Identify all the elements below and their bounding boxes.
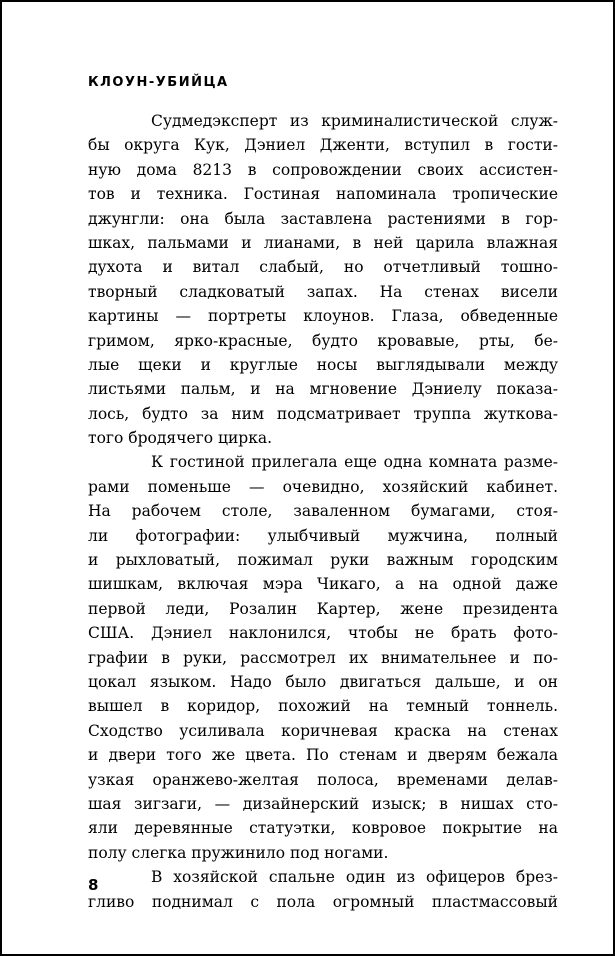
text-line: гримом, ярко-красные, будто кровавые, рты, бе- — [88, 331, 558, 350]
text-line: Сходство усиливала коричневая краска на стенах — [88, 721, 558, 740]
text-line: графии в руки, рассмотрел их внимательнее и по- — [88, 648, 558, 667]
text-line: джунгли: она была заставлена растениями в гор- — [88, 209, 558, 228]
text-line: того бродячего цирка. — [88, 429, 273, 448]
text-line: К гостиной прилегала еще одна комната разме- — [151, 453, 558, 472]
text-line: и рыхловатый, пожимал руки важным городским — [88, 551, 558, 570]
text-line: шая зигзаги, — дизайнерский изыск; в нишах сто- — [88, 794, 558, 813]
text-line: гливо поднимал с пола огромный пластмассовый — [88, 892, 558, 911]
text-line: шишкам, включая мэра Чикаго, а на одной даже — [88, 575, 558, 594]
text-line: ли фотографии: улыбчивый мужчина, полный — [88, 526, 558, 545]
text-line: лые щеки и круглые носы выглядывали между — [88, 355, 558, 374]
text-line: листьями пальм, и на мгновение Дэниелу показа- — [88, 380, 558, 399]
body-text — [88, 109, 558, 914]
text-line: рами поменьше — очевидно, хозяйский кабинет. — [88, 477, 558, 496]
page-number: 8 — [88, 876, 99, 894]
text-line: первой леди, Розалин Картер, жене президента — [88, 599, 558, 618]
text-line: яли деревянные статуэтки, ковровое покрытие на — [88, 819, 558, 838]
text-line: полу слегка пружинило под ногами. — [88, 843, 389, 862]
text-line: творный сладковатый запах. На стенах висели — [88, 282, 558, 301]
text-line: цокал языком. Надо было двигаться дальше, и он — [88, 672, 558, 691]
running-head: КЛОУН-УБИЙЦА — [88, 75, 229, 90]
text-line: шках, пальмами и лианами, в ней царила влажная — [88, 233, 558, 252]
text-line: тов и техника. Гостиная напоминала тропические — [88, 185, 558, 204]
text-line: духота и витал слабый, но отчетливый тошно- — [88, 258, 558, 277]
text-line: На рабочем столе, заваленном бумагами, стоя- — [88, 502, 558, 521]
text-line: США. Дэниел наклонился, чтобы не брать фото- — [88, 624, 558, 643]
text-line: В хозяйской спальне один из офицеров брез- — [151, 868, 558, 887]
text-line: ную дома 8213 в сопровождении своих ассистен- — [88, 160, 558, 179]
text-line: и двери того же цвета. По стенам и дверям бежала — [88, 746, 558, 765]
text-line: Судмедэксперт из криминалистической служ- — [151, 112, 558, 130]
text-line: бы округа Кук, Дэниел Дженти, вступил в гости- — [88, 136, 558, 155]
text-line: лось, будто за ним подсматривает труппа жуткова- — [88, 404, 558, 423]
text-line: картины — портреты клоунов. Глаза, обведенные — [88, 307, 558, 326]
text-line: узкая оранжево-желтая полоса, временами делав- — [88, 770, 558, 789]
text-line: вышел в коридор, похожий на темный тоннель. — [88, 697, 558, 716]
